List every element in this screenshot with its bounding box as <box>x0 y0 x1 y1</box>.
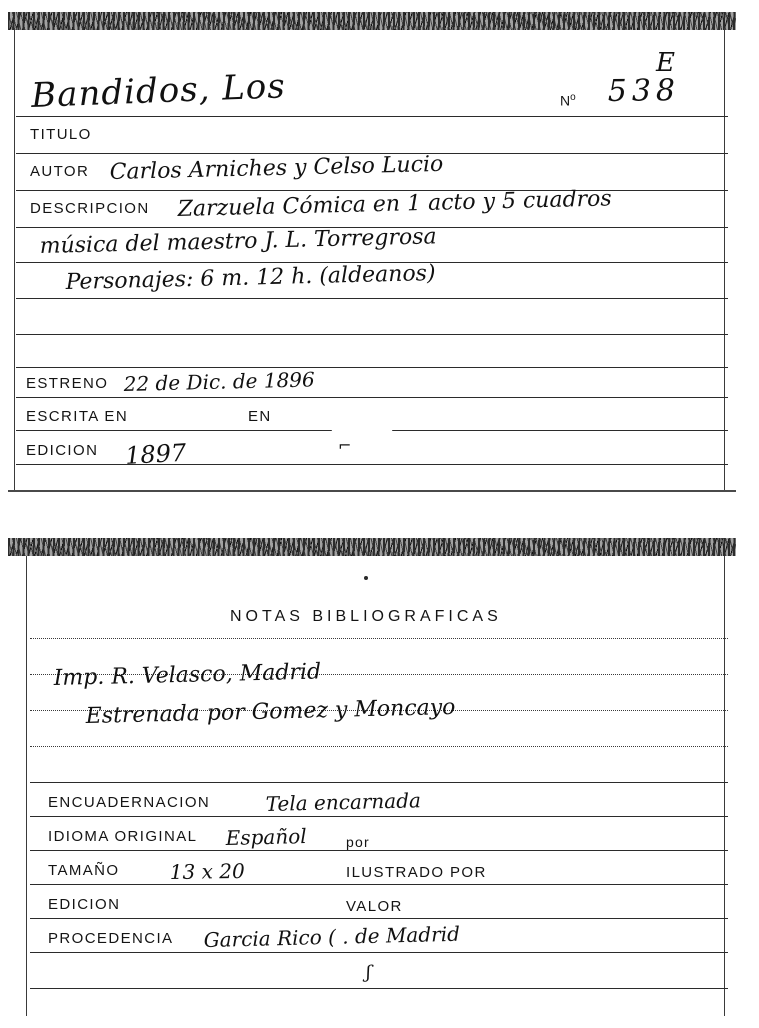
catalog-card-front <box>8 12 736 492</box>
catalog-card-back <box>8 538 736 1016</box>
rule-line <box>16 190 728 191</box>
field-label-estreno: ESTRENO <box>26 375 109 392</box>
field-value-idioma-original: Español <box>225 824 307 850</box>
rule-line <box>16 334 728 335</box>
rule-line <box>16 464 728 465</box>
corner-mark: E <box>656 48 675 78</box>
rule-line <box>30 850 728 851</box>
rule-line <box>30 952 728 953</box>
field-value-tamano: 13 x 20 <box>169 858 245 884</box>
card-title-handwritten: Bandidos, Los <box>30 66 287 116</box>
field-label-procedencia: PROCEDENCIA <box>48 930 174 947</box>
card-bottom-band <box>8 490 736 492</box>
field-value-autor: Carlos Arniches y Celso Lucio <box>109 151 444 185</box>
field-label-autor: AUTOR <box>30 163 90 180</box>
field-label-en: EN <box>248 408 272 425</box>
field-label-titulo: TITULO <box>30 126 92 143</box>
rule-line <box>30 988 728 989</box>
note-line-2: Estrenada por Gomez y Moncayo <box>85 694 456 729</box>
field-label-idioma-original: IDIOMA ORIGINAL <box>48 828 198 845</box>
rule-line <box>30 746 728 747</box>
field-label-por: por <box>346 834 370 850</box>
field-value-descripcion-line2: música del maestro J. L. Torregrosa <box>39 224 437 259</box>
note-line-1: Imp. R. Velasco, Madrid <box>53 659 322 691</box>
field-label-valor: VALOR <box>346 898 403 915</box>
notes-heading: NOTAS BIBLIOGRAFICAS <box>230 608 502 625</box>
rule-line <box>16 367 728 368</box>
rule-line <box>30 918 728 919</box>
field-label-edicion: EDICION <box>48 896 121 913</box>
rule-line <box>30 884 728 885</box>
field-value-encuadernacion: Tela encarnada <box>265 788 422 816</box>
number-prefix-label: $N^o$ <box>560 92 576 109</box>
field-label-edicion: EDICION <box>26 442 99 459</box>
field-label-encuadernacion: ENCUADERNACION <box>48 794 211 811</box>
field-value-descripcion: Zarzuela Cómica en 1 acto y 5 cuadros <box>177 186 612 222</box>
scan-stray-mark: ⌐ <box>338 436 352 455</box>
rule-line <box>16 298 728 299</box>
rule-line <box>16 397 728 398</box>
card-number-value: 538 <box>607 72 681 109</box>
field-label-descripcion: DESCRIPCION <box>30 200 150 217</box>
rule-line <box>30 782 728 783</box>
scan-dot <box>364 576 368 580</box>
field-value-edicion: 1897 <box>124 438 187 470</box>
field-value-estreno: 22 de Dic. de 1896 <box>123 367 315 396</box>
field-value-descripcion-line3: Personajes: 6 m. 12 h. (aldeanos) <box>65 260 436 295</box>
rule-line <box>30 816 728 817</box>
field-value-procedencia: Garcia Rico ( . de Madrid <box>203 921 461 952</box>
rule-line <box>30 638 728 639</box>
field-label-escrita-en: ESCRITA EN <box>26 408 129 425</box>
scan-stray-mark: ʃ <box>366 962 371 983</box>
field-label-tamano: TAMAÑO <box>48 862 120 879</box>
field-label-ilustrado-por: ILUSTRADO POR <box>346 864 487 881</box>
rule-line <box>16 116 728 117</box>
